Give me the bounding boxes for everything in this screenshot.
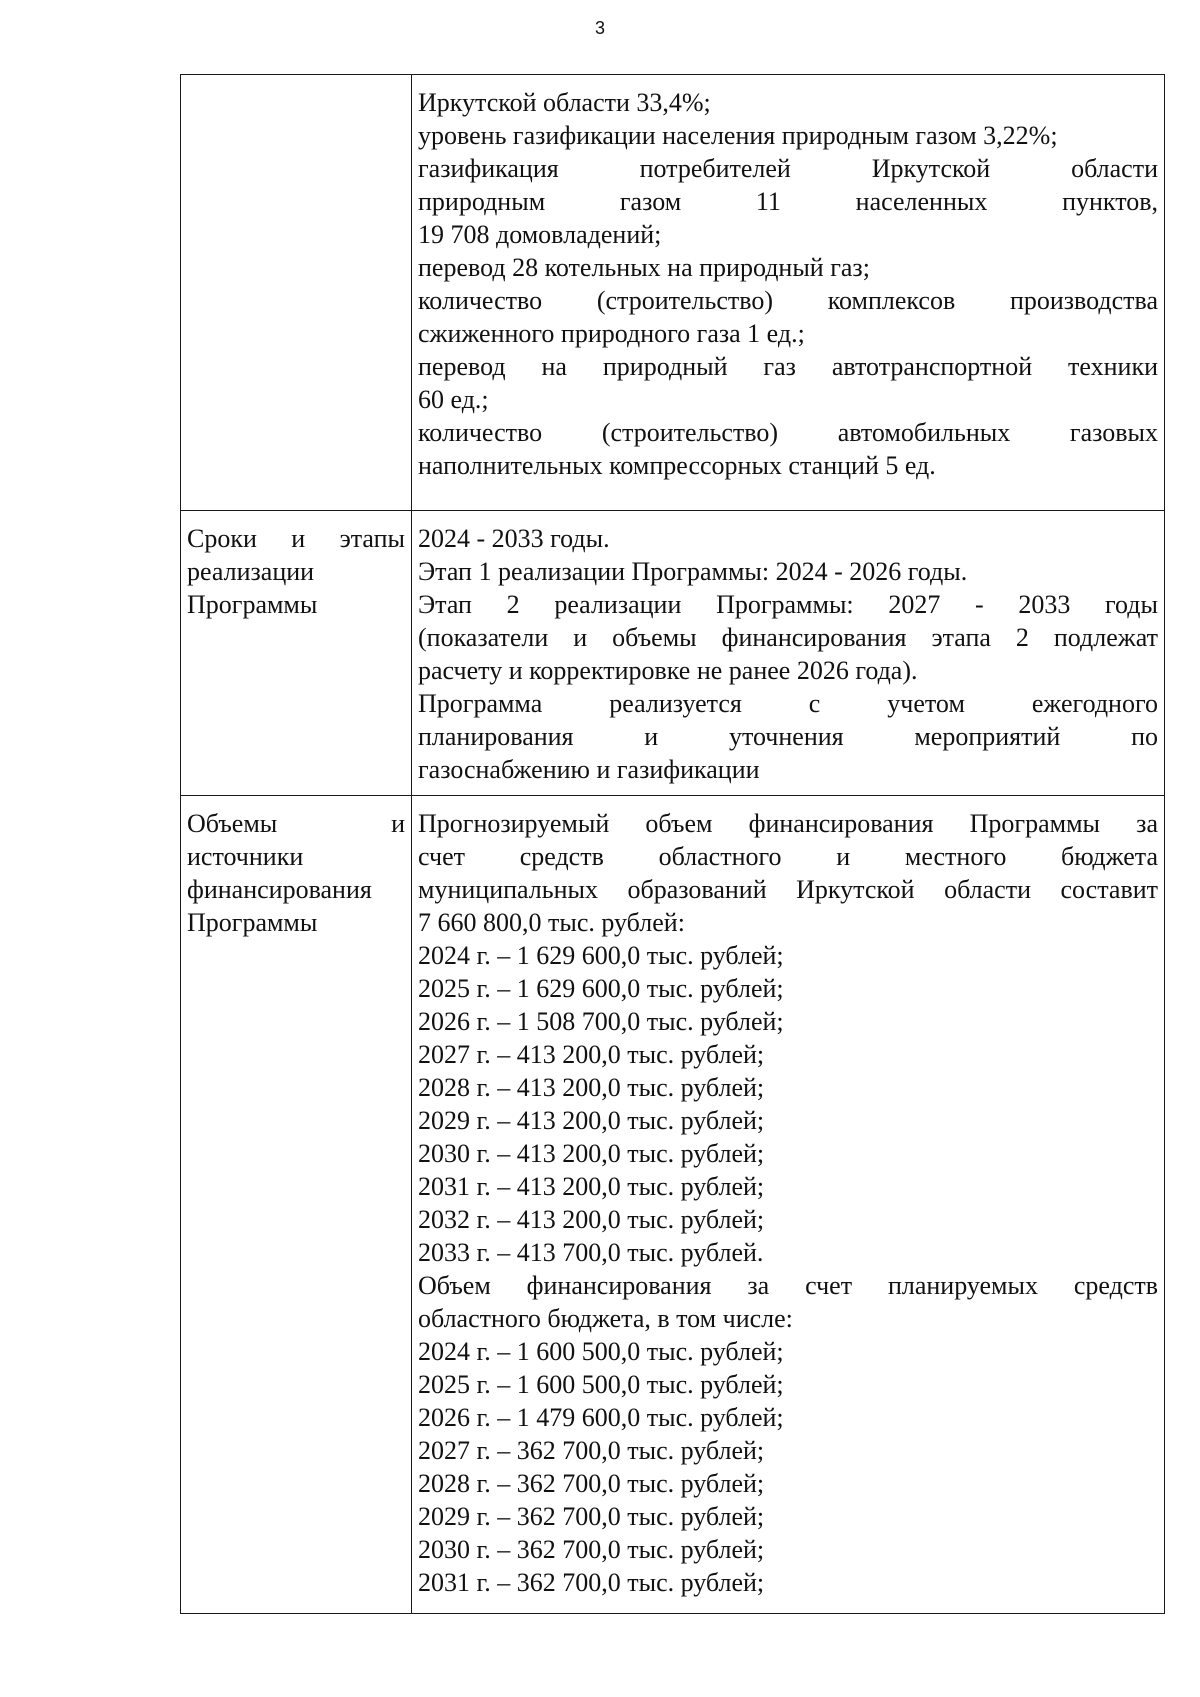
text-line: Этап 1 реализации Программы: 2024 - 2026 годы. bbox=[418, 557, 968, 586]
text-line: 2027 г. – 362 700,0 тыс. рублей; bbox=[418, 1436, 765, 1465]
text-line: (показатели и объемы финансирования этапа 2 подлежат bbox=[418, 623, 1158, 652]
text-line: 2024 г. – 1 629 600,0 тыс. рублей; bbox=[418, 941, 784, 970]
text-line: муниципальных образований Иркутской области составит bbox=[418, 875, 1158, 904]
text-line: уровень газификации населения природным газом 3,22%; bbox=[418, 121, 1058, 150]
program-passport-table bbox=[180, 74, 1165, 1614]
text-line: источники bbox=[187, 842, 304, 871]
table-row-timeline bbox=[181, 511, 1165, 796]
text-line: 2025 г. – 1 600 500,0 тыс. рублей; bbox=[418, 1370, 784, 1399]
row-label-cell bbox=[181, 511, 412, 796]
text-line: 2024 г. – 1 600 500,0 тыс. рублей; bbox=[418, 1337, 784, 1366]
table-row-targets bbox=[181, 75, 1165, 511]
text-line: планирования и уточнения мероприятий по bbox=[418, 722, 1158, 751]
text-line: природным газом 11 населенных пунктов, bbox=[418, 187, 1158, 216]
text-line: Программы bbox=[187, 908, 318, 937]
row-label-cell bbox=[181, 796, 412, 1614]
text-line: 2028 г. – 362 700,0 тыс. рублей; bbox=[418, 1469, 765, 1498]
text-line: 2024 - 2033 годы. bbox=[418, 524, 610, 553]
row-content-cell bbox=[412, 796, 1165, 1614]
text-line: перевод на природный газ автотранспортной техники bbox=[418, 352, 1158, 381]
text-line: количество (строительство) комплексов производства bbox=[418, 286, 1158, 315]
text-line: 2026 г. – 1 479 600,0 тыс. рублей; bbox=[418, 1403, 784, 1432]
text-line: 60 ед.; bbox=[418, 385, 489, 414]
text-line: 2025 г. – 1 629 600,0 тыс. рублей; bbox=[418, 974, 784, 1003]
text-line: 2027 г. – 413 200,0 тыс. рублей; bbox=[418, 1040, 765, 1069]
text-line: 2026 г. – 1 508 700,0 тыс. рублей; bbox=[418, 1007, 784, 1036]
text-line: 2033 г. – 413 700,0 тыс. рублей. bbox=[418, 1238, 764, 1267]
text-line: наполнительных компрессорных станций 5 ед. bbox=[418, 451, 936, 480]
text-line: Объемы и bbox=[187, 809, 405, 838]
text-line: Этап 2 реализации Программы: 2027 - 2033 годы bbox=[418, 590, 1158, 619]
text-line: финансирования bbox=[187, 875, 372, 904]
text-line: Прогнозируемый объем финансирования Программы за bbox=[418, 809, 1158, 838]
row-content-cell bbox=[412, 75, 1165, 511]
text-line: 2031 г. – 362 700,0 тыс. рублей; bbox=[418, 1568, 765, 1597]
text-line: расчету и корректировке не ранее 2026 года). bbox=[418, 656, 918, 685]
text-line: областного бюджета, в том числе: bbox=[418, 1304, 793, 1333]
text-line: 2028 г. – 413 200,0 тыс. рублей; bbox=[418, 1073, 765, 1102]
text-line: Программа реализуется с учетом ежегодного bbox=[418, 689, 1158, 718]
text-line: 2030 г. – 362 700,0 тыс. рублей; bbox=[418, 1535, 765, 1564]
text-line: перевод 28 котельных на природный газ; bbox=[418, 253, 870, 282]
text-line: Сроки и этапы bbox=[187, 524, 405, 553]
text-line: 2029 г. – 362 700,0 тыс. рублей; bbox=[418, 1502, 765, 1531]
text-line: 2031 г. – 413 200,0 тыс. рублей; bbox=[418, 1172, 765, 1201]
text-line: 2030 г. – 413 200,0 тыс. рублей; bbox=[418, 1139, 765, 1168]
text-line: количество (строительство) автомобильных газовых bbox=[418, 418, 1158, 447]
text-line: Объем финансирования за счет планируемых средств bbox=[418, 1271, 1158, 1300]
row-label-cell bbox=[181, 75, 412, 511]
text-line: реализации bbox=[187, 557, 315, 586]
text-line: 2032 г. – 413 200,0 тыс. рублей; bbox=[418, 1205, 765, 1234]
text-line: 2029 г. – 413 200,0 тыс. рублей; bbox=[418, 1106, 765, 1135]
text-line: 19 708 домовладений; bbox=[418, 220, 662, 249]
text-line: 7 660 800,0 тыс. рублей: bbox=[418, 908, 685, 937]
text-line: газоснабжению и газификации bbox=[418, 755, 760, 784]
text-line: счет средств областного и местного бюджета bbox=[418, 842, 1158, 871]
text-line: газификация потребителей Иркутской области bbox=[418, 154, 1158, 183]
text-line: сжиженного природного газа 1 ед.; bbox=[418, 319, 805, 348]
text-line: Программы bbox=[187, 590, 318, 619]
text-line: Иркутской области 33,4%; bbox=[418, 88, 711, 117]
page-number: 3 bbox=[594, 18, 605, 38]
row-content-cell bbox=[412, 511, 1165, 796]
table-row-funding bbox=[181, 796, 1165, 1614]
